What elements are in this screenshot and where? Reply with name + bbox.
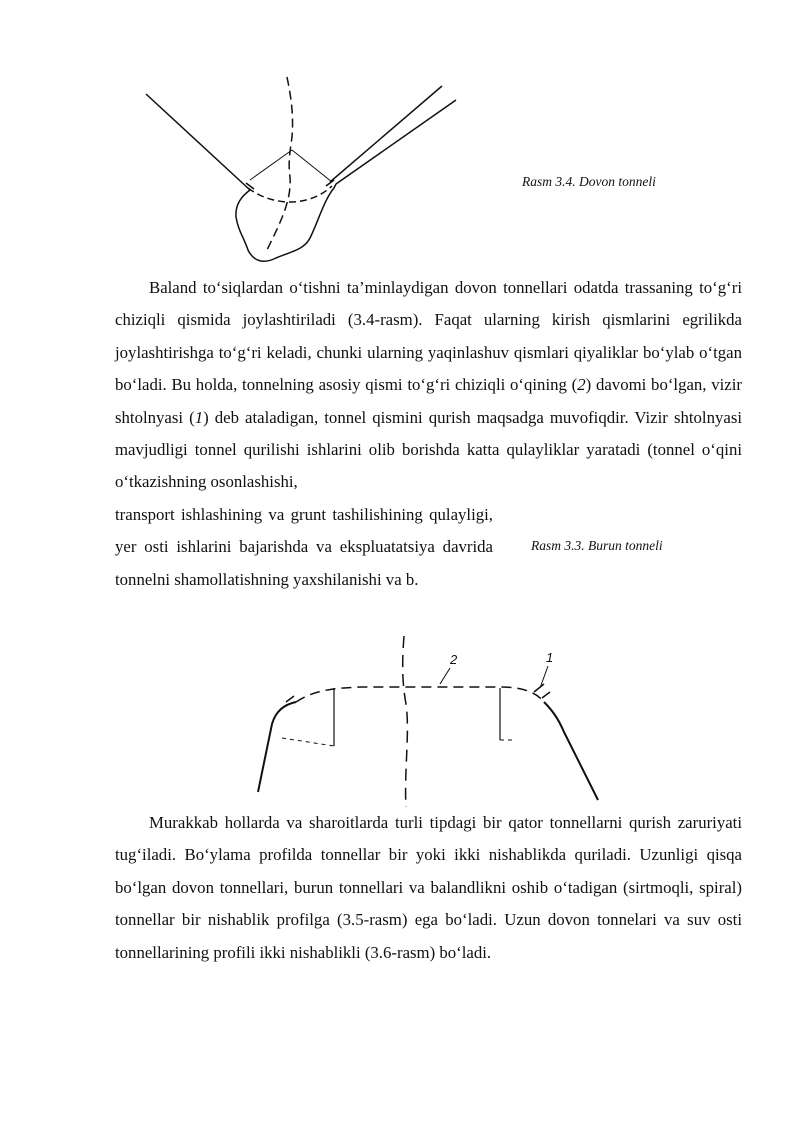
paragraph-1-text-b: ) davomi bo‘lgan, vizir shtolnyasi ( <box>115 375 743 427</box>
valley-profile <box>236 184 336 261</box>
paragraph-1-text-c: ) deb ataladigan, tonnel qismini qurish maqsadga muvofiqdir. Vizir shtolnyasi mavjudligi tonnel qurilishi ishlarini olib borishda katta qulayliklar yaratadi (tonnel o‘qini o‘tkazishning osonlashishi, <box>115 407 743 492</box>
reference-2: 2 <box>577 375 586 395</box>
figure-3-4-caption: Rasm 3.4. Dovon tonneli <box>522 174 656 189</box>
left-slope-line <box>146 94 250 190</box>
tunnel-profile-dashed <box>296 687 544 702</box>
left-shaft-base <box>282 738 334 746</box>
reference-1: 1 <box>194 407 204 427</box>
label-1: 1 <box>546 650 554 665</box>
paragraph-1-text-a: Baland to‘siqlardan o‘tishni ta’minlaydigan dovon tonnellari odatda trassaning to‘g‘ri chiziqli qismida joylashtiriladi (3.4-rasm). Faqat ularning kirish qismlarini egrilikda joylashtirishga to‘g‘ri keladi, chunki ularning yaqinlashuv qismlari qiyaliklar bo‘ylab o‘tgan bo‘ladi. Bu holda, tonnelning asosiy qismi to‘g‘ri chiziqli o‘qining ( <box>115 278 742 395</box>
paragraph-2: transport ishlashining va grunt tashilishining qulayligi, yer osti ishlarini bajarishda va ekspluatatsiya davrida tonnelni shamollatishning yaxshilanishi va b. <box>115 505 493 589</box>
construction-line-left <box>250 150 292 180</box>
figure-3-3-caption: Rasm 3.3. Burun tonneli <box>531 538 663 553</box>
right-slope-line <box>330 86 442 182</box>
vertical-axis-line <box>266 77 293 252</box>
cape-tunnel-figure <box>252 632 602 810</box>
vertical-axis-line <box>403 636 408 807</box>
paragraph-3: Murakkab hollarda va sharoitlarda turli tipdagi bir qator tonnellarni qurish zaruriyati tug‘iladi. Bo‘ylama profilda tonnellar bir yoki ikki nishablikda quriladi. Uzunligi qisqa bo‘lgan dovon tonnellari, burun tonnellari va balandlikni oshib o‘tadigan (sirtmoqli, spiral) tonnellar bir nishablik profilga (3.5-rasm) ega bo‘ladi. Uzun dovon tonnelari va suv osti tonnellarining profili ikki nishablikli (3.6-rasm) bo‘ladi. <box>115 813 742 962</box>
label-2: 2 <box>450 652 458 667</box>
construction-line-right <box>292 150 332 182</box>
leader-line-2 <box>440 668 450 684</box>
right-portal-tick-lower <box>542 692 550 698</box>
right-slope-line-outer <box>336 100 456 184</box>
left-portal-tick <box>286 696 294 702</box>
left-slope-line <box>258 702 296 792</box>
pass-tunnel-figure <box>140 72 460 267</box>
right-slope-line <box>544 702 598 800</box>
right-portal-tick <box>534 684 544 692</box>
paragraph-1 <box>115 272 742 499</box>
